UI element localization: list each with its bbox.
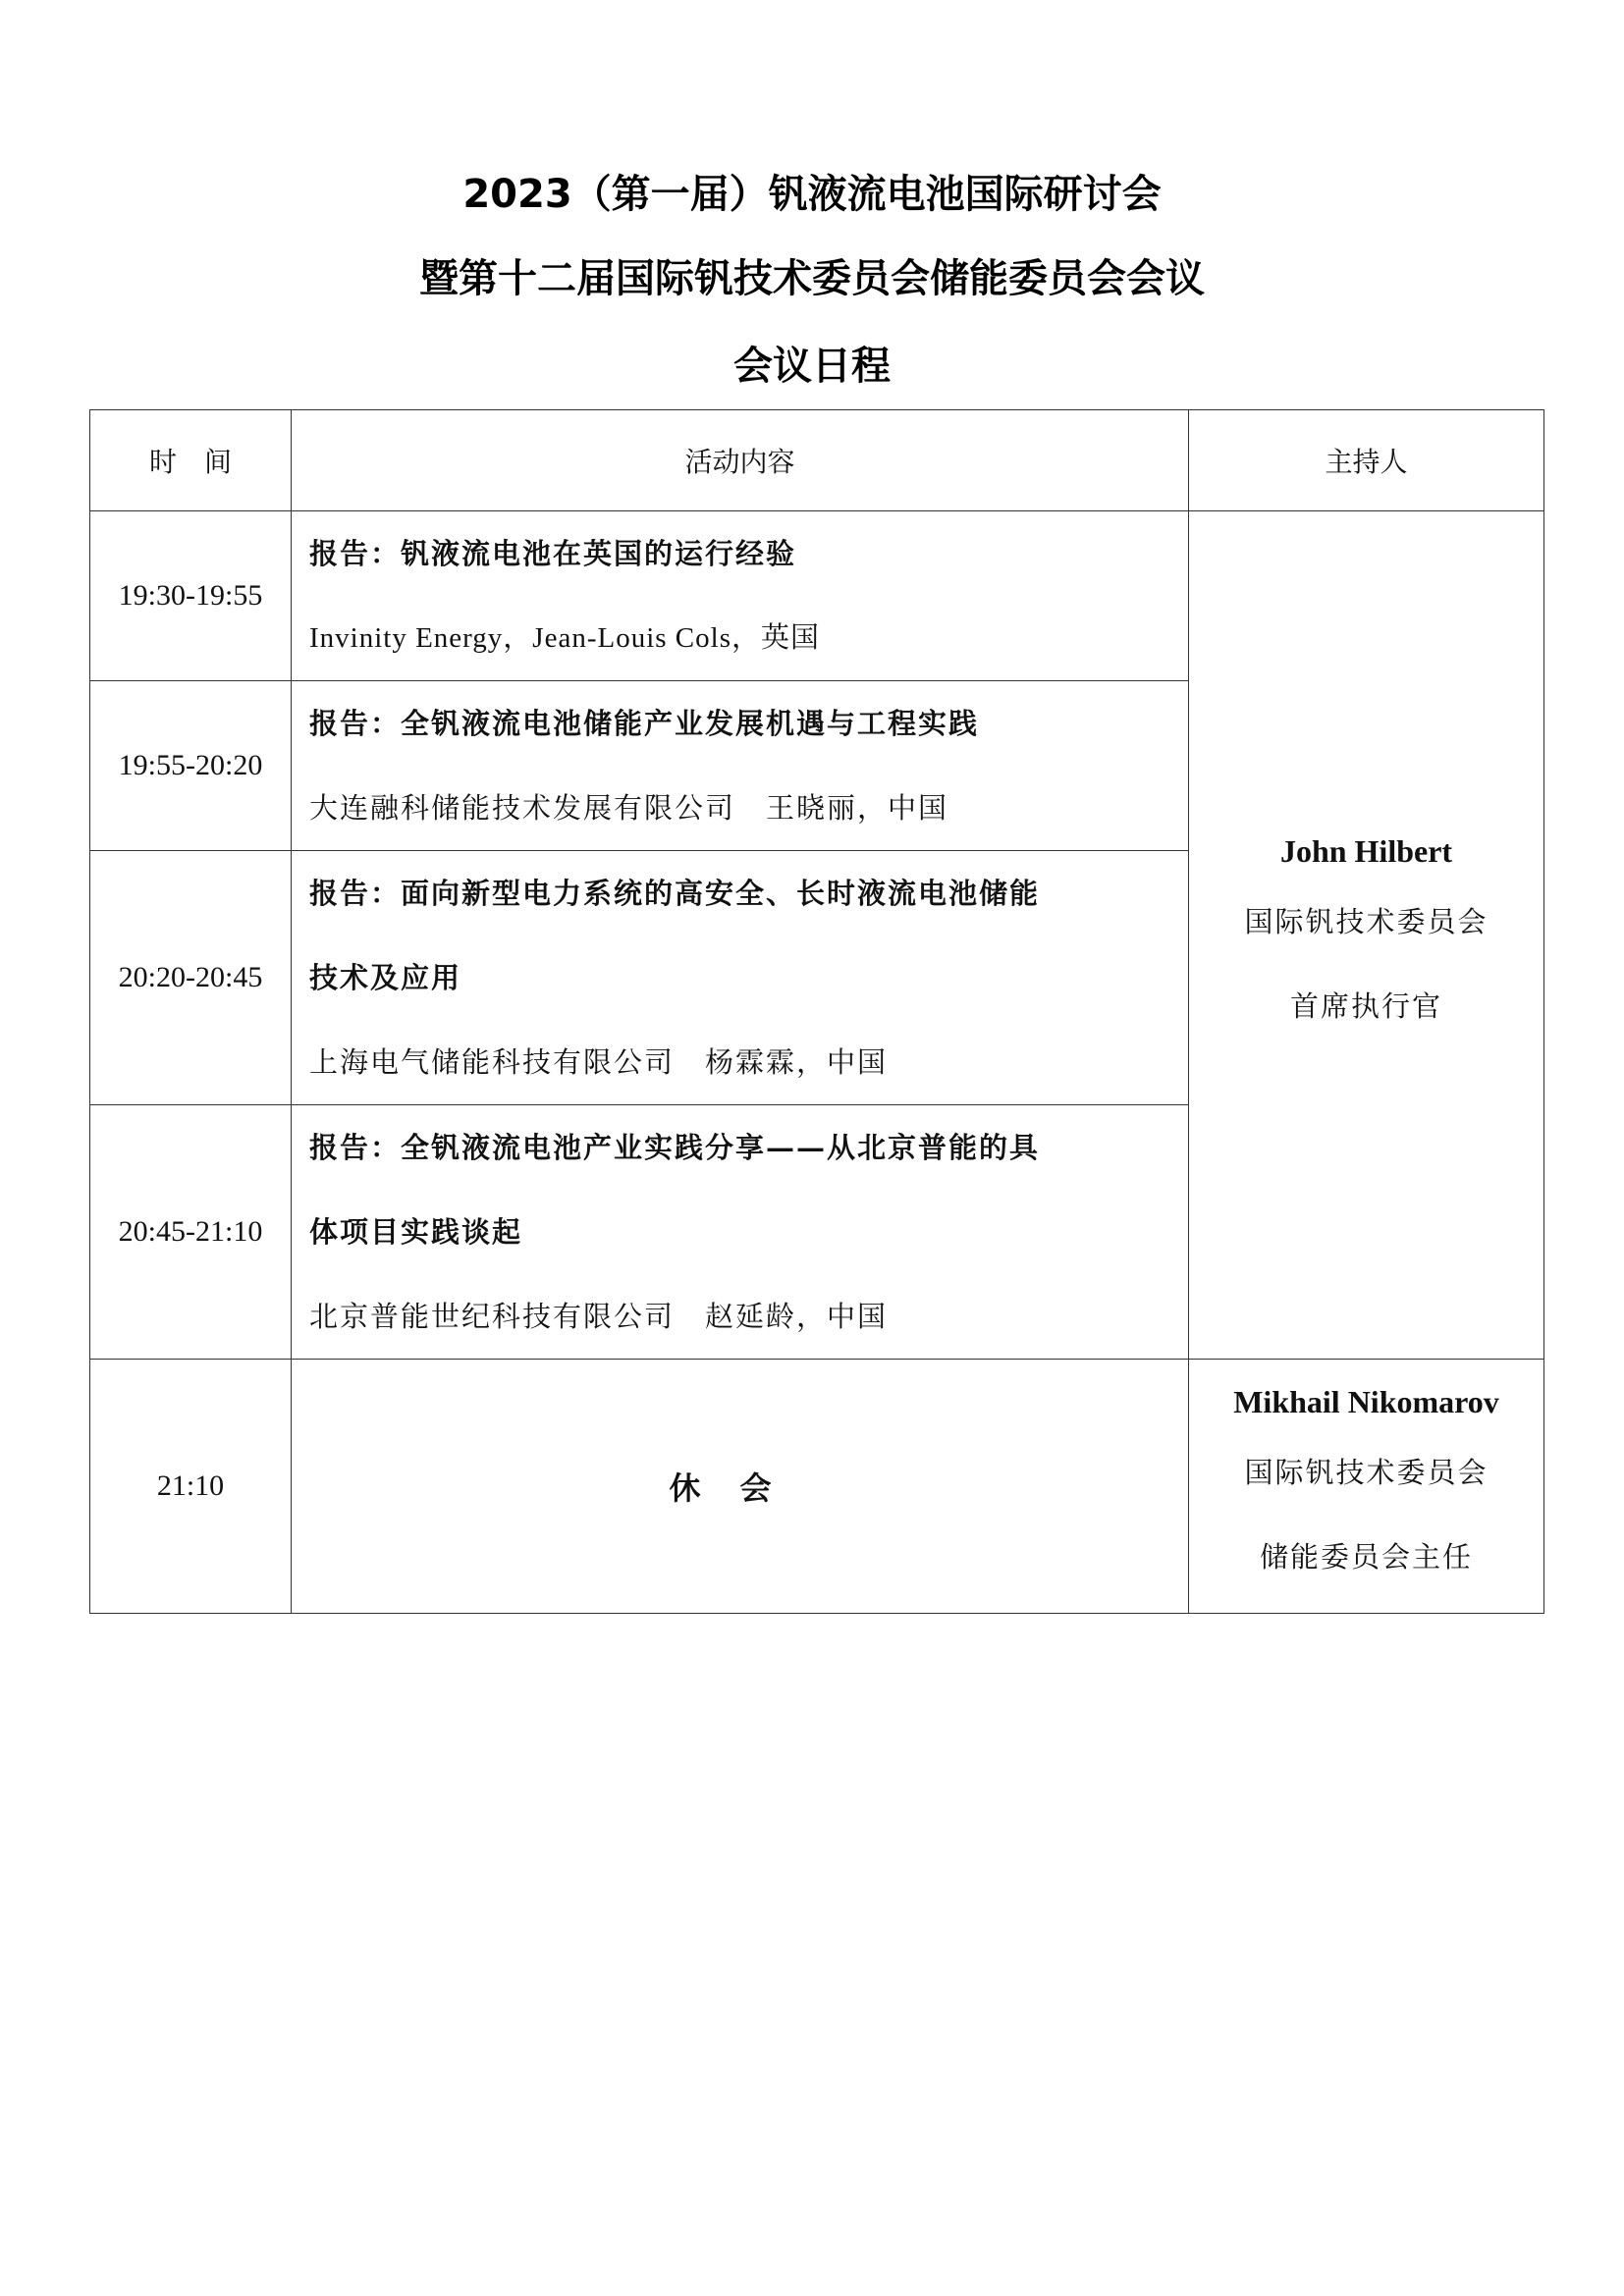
session-time: 20:20-20:45: [90, 851, 292, 1105]
document-title-line-3: 会议日程: [733, 344, 891, 389]
session-title-continued: 体项目实践谈起: [309, 1215, 523, 1249]
session-title: 报告：全钒液流电池产业实践分享——从北京普能的具: [309, 1131, 1041, 1164]
session-content: [292, 851, 1189, 1105]
session-time: 19:55-20:20: [90, 681, 292, 851]
session-content: [292, 511, 1189, 681]
closing-label: 休会: [292, 1360, 1189, 1614]
session-content: [292, 1105, 1189, 1360]
table-header-row: [90, 410, 1544, 511]
host-cell: [1189, 511, 1544, 1360]
host-org: 国际钒技术委员会: [1244, 1456, 1489, 1489]
closing-time: 21:10: [90, 1360, 292, 1614]
host-name: John Hilbert: [1279, 832, 1453, 869]
document-title-line-2: 暨第十二届国际钒技术委员会储能委员会会议: [419, 256, 1205, 301]
session-title: 报告：全钒液流电池储能产业发展机遇与工程实践: [309, 707, 980, 740]
table-row: [90, 511, 1544, 681]
session-time: 20:45-21:10: [90, 1105, 292, 1360]
session-title-continued: 技术及应用: [309, 961, 462, 994]
host-name: Mikhail Nikomarov: [1233, 1384, 1499, 1419]
session-speaker: 北京普能世纪科技有限公司 赵延龄，中国: [309, 1300, 889, 1333]
header-host: 主持人: [1189, 410, 1544, 511]
session-speaker: Invinity Energy，Jean-Louis Cols，英国: [309, 622, 820, 654]
closing-row: [90, 1360, 1544, 1614]
host-role: 储能委员会主任: [1259, 1540, 1473, 1574]
header-content: 活动内容: [292, 410, 1189, 511]
session-title: 报告：面向新型电力系统的高安全、长时液流电池储能: [309, 877, 1041, 910]
session-content: [292, 681, 1189, 851]
session-speaker: 大连融科储能技术发展有限公司 王晓丽，中国: [309, 791, 949, 825]
session-title: 报告：钒液流电池在英国的运行经验: [309, 537, 797, 570]
host-role: 首席执行官: [1289, 988, 1442, 1023]
document-title-line-1: 2023（第一届）钒液流电池国际研讨会: [462, 172, 1162, 217]
closing-host-cell: [1189, 1360, 1544, 1614]
header-time: 时 间: [90, 410, 292, 511]
host-org: 国际钒技术委员会: [1244, 904, 1489, 938]
session-speaker: 上海电气储能科技有限公司 杨霖霖，中国: [309, 1045, 889, 1079]
schedule-table: [89, 409, 1544, 1614]
session-time: 19:30-19:55: [90, 511, 292, 681]
